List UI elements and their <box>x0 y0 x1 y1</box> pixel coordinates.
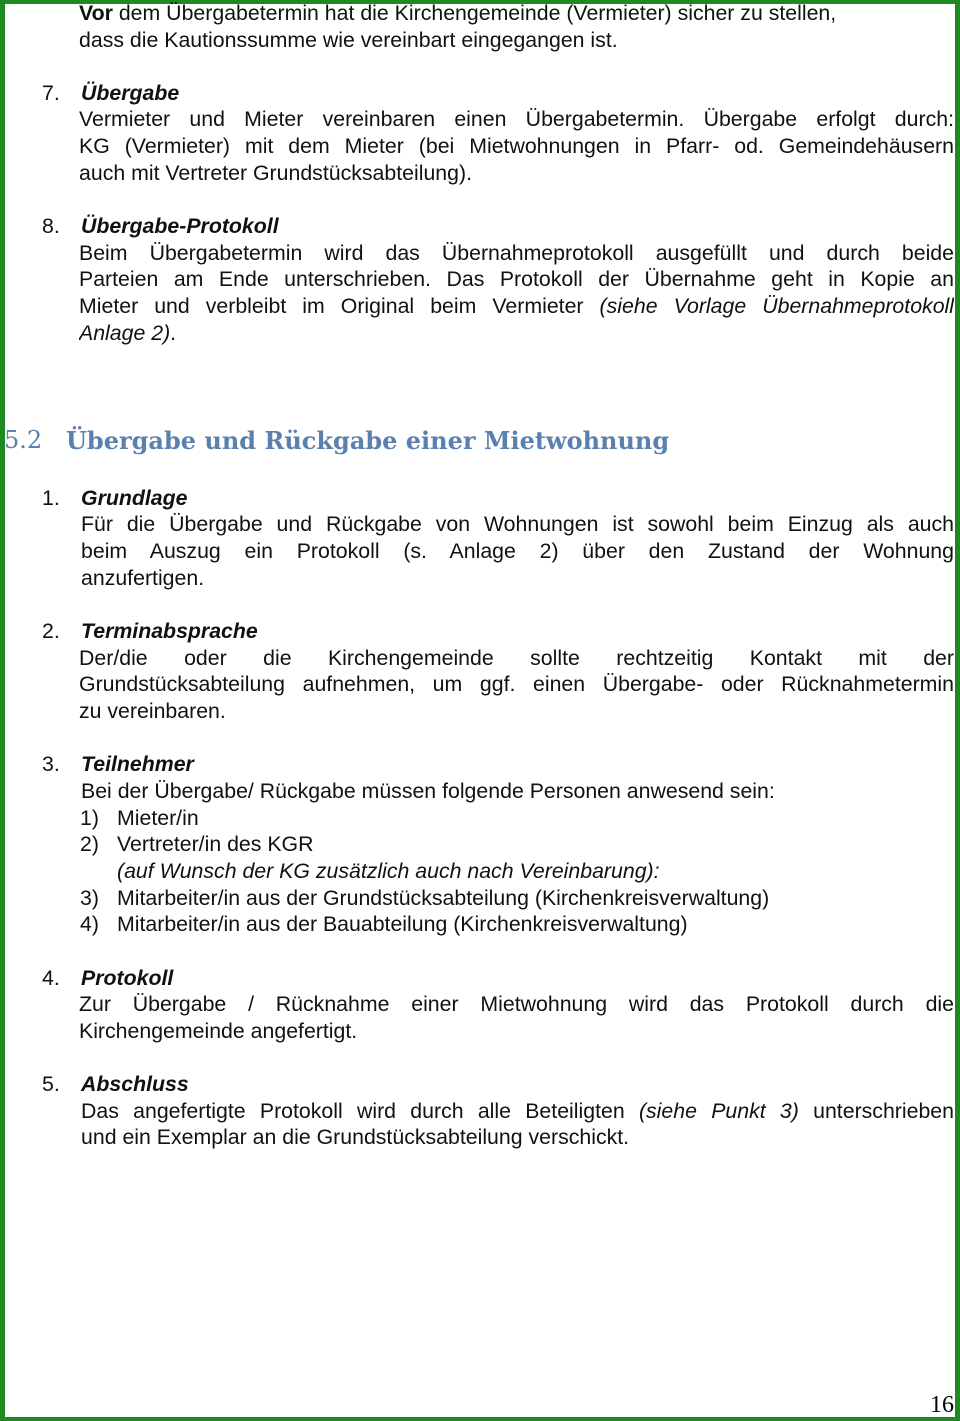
s5-line: und ein Exemplar an die Grundstücksabteilung verschickt. <box>81 1125 630 1149</box>
item-7-line: auch mit Vertreter Grundstücksabteilung). <box>79 161 472 185</box>
s3-intro: Bei der Übergabe/ Rückgabe müssen folgende Personen anwesend sein: <box>81 779 775 803</box>
s5-heading: Abschluss <box>81 1072 189 1096</box>
s3-item-text: Mitarbeiter/in aus der Bauabteilung (Kirchenkreisverwaltung) <box>117 912 688 936</box>
s1-line: anzufertigen. <box>81 566 205 590</box>
s2-line: Der/die oder die Kirchengemeinde sollte rechtzeitig Kontakt mit der <box>79 646 954 670</box>
item-7-line: KG (Vermieter) mit dem Mieter (bei Mietwohnungen in Pfarr- od. Gemeindehäusern <box>79 134 954 158</box>
item-8-line: Beim Übergabetermin wird das Übernahmeprotokoll ausgefüllt und durch beide <box>79 241 954 265</box>
s1-number: 1. <box>42 486 60 510</box>
page-number: 16 <box>930 1392 954 1418</box>
intro-line-1: Vor dem Übergabetermin hat die Kirchengemeinde (Vermieter) sicher zu stellen, <box>79 1 837 25</box>
s3-number: 3. <box>42 752 60 776</box>
s2-heading: Terminabsprache <box>81 619 258 643</box>
item-8-line: Anlage 2). <box>79 321 177 345</box>
s4-line: Kirchengemeinde angefertigt. <box>79 1019 358 1043</box>
item-8-line: Parteien am Ende unterschrieben. Das Protokoll der Übernahme geht in Kopie an <box>79 267 954 291</box>
s1-line: beim Auszug ein Protokoll (s. Anlage 2) über den Zustand der Wohnung <box>81 539 954 563</box>
s3-item-number: 4) <box>80 912 99 936</box>
section-number: 5.2 <box>4 426 43 454</box>
s1-line: Für die Übergabe und Rückgabe von Wohnungen ist sowohl beim Einzug als auch <box>81 512 954 536</box>
s3-note: (auf Wunsch der KG zusätzlich auch nach Vereinbarung): <box>117 859 660 883</box>
intro-line-2: dass die Kautionssumme wie vereinbart eingegangen ist. <box>79 28 618 52</box>
s4-number: 4. <box>42 966 60 990</box>
s3-item-text: Vertreter/in des KGR <box>117 832 314 856</box>
s3-item-text: Mieter/in <box>117 806 199 830</box>
s2-line: Grundstücksabteilung aufnehmen, um ggf. einen Übergabe- oder Rücknahmetermin <box>79 672 954 696</box>
s4-line: Zur Übergabe / Rücknahme einer Mietwohnung wird das Protokoll durch die <box>79 992 954 1016</box>
s3-item-text: Mitarbeiter/in aus der Grundstücksabteilung (Kirchenkreisverwaltung) <box>117 886 770 910</box>
s5-number: 5. <box>42 1072 60 1096</box>
s5-line: Das angefertigte Protokoll wird durch alle Beteiligten (siehe Punkt 3) unterschrieben <box>81 1099 954 1123</box>
s3-item-number: 3) <box>80 886 99 910</box>
s2-line: zu vereinbaren. <box>79 699 226 723</box>
section-title: Übergabe und Rückgabe einer Mietwohnung <box>66 426 670 455</box>
item-7-number: 7. <box>42 81 60 105</box>
item-8-line: Mieter und verbleibt im Original beim Vermieter (siehe Vorlage Übernahmeprotokoll <box>79 294 954 318</box>
s1-heading: Grundlage <box>81 486 188 510</box>
item-8-number: 8. <box>42 214 60 238</box>
s3-item-number: 1) <box>80 806 99 830</box>
intro-bold-word: Vor <box>79 1 113 25</box>
s2-number: 2. <box>42 619 60 643</box>
s4-heading: Protokoll <box>81 966 174 990</box>
item-7-heading: Übergabe <box>81 81 180 105</box>
s3-heading: Teilnehmer <box>81 752 194 776</box>
s3-item-number: 2) <box>80 832 99 856</box>
item-8-heading: Übergabe-Protokoll <box>81 214 279 238</box>
item-7-line: Vermieter und Mieter vereinbaren einen Übergabetermin. Übergabe erfolgt durch: <box>79 107 954 131</box>
